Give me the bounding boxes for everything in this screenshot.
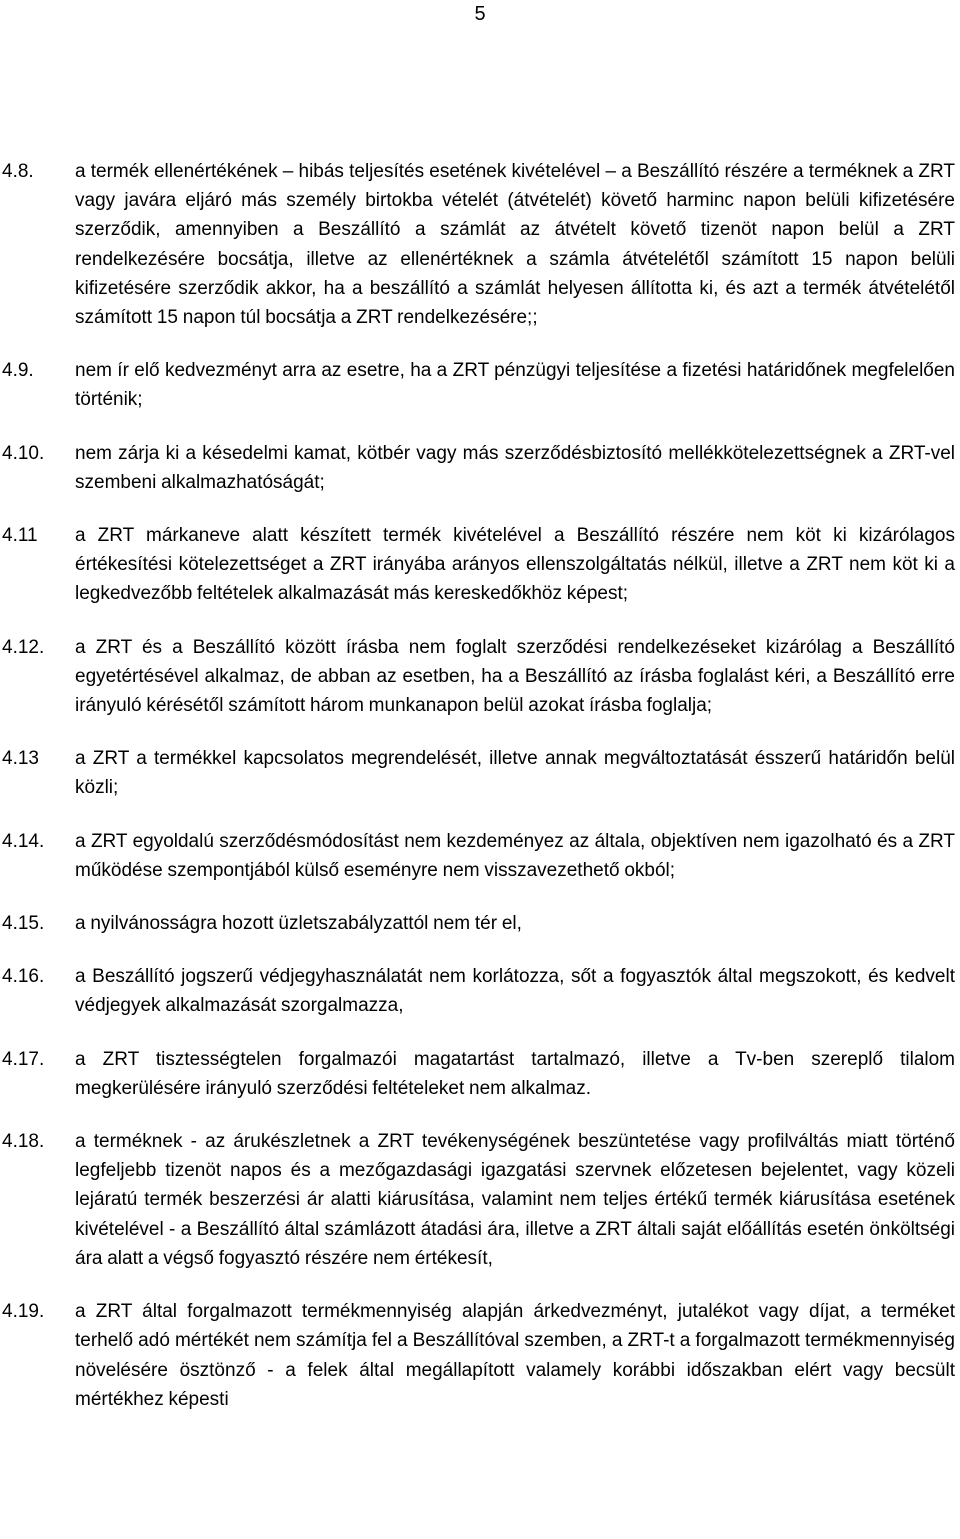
clause-number: 4.15. <box>2 913 45 935</box>
clause-4-17 <box>0 1045 960 1103</box>
clause-text: a ZRT a termékkel kapcsolatos megrendelését, illetve annak megváltoztatását ésszerű határidőn belül közli; <box>75 748 955 799</box>
page-number: 5 <box>474 3 486 25</box>
clause-number: 4.10. <box>2 442 45 464</box>
clause-text: a ZRT tisztességtelen forgalmazói magatartást tartalmazó, illetve a Tv-ben szereplő tilalom megkerülésére irányuló szerződési feltételeket nem alkalmaz. <box>75 1048 955 1099</box>
clause-number: 4.12. <box>2 636 45 658</box>
clause-number: 4.14. <box>2 830 45 852</box>
clause-number: 4.9. <box>2 360 34 382</box>
clause-number: 4.8. <box>2 161 34 182</box>
clause-text: a ZRT által forgalmazott termékmennyiség alapján árkedvezményt, jutalékot vagy díjat, a terméket terhelő adó mértékét nem számítja fel a Beszállítóval szemben, a ZRT-t a forgalmazott termékmennyiség növelésére ösztönző - a felek által megállapított valamely korábbi időszakban elért vagy becsült mértékhez képesti <box>75 1301 955 1410</box>
clause-4-9 <box>0 356 960 414</box>
clause-number: 4.19. <box>2 1301 45 1323</box>
clause-number: 4.13 <box>2 748 39 770</box>
clause-4-11 <box>0 521 960 609</box>
clause-number: 4.18. <box>2 1131 45 1153</box>
clause-text: a nyilvánosságra hozott üzletszabályzattól nem tér el, <box>75 913 522 935</box>
clause-list <box>0 157 960 1438</box>
clause-number: 4.11 <box>2 525 38 547</box>
clause-4-15 <box>0 909 960 938</box>
clause-text: nem ír elő kedvezményt arra az esetre, ha a ZRT pénzügyi teljesítése a fizetési határidőnek megfelelően történik; <box>75 360 955 411</box>
clause-4-10 <box>0 439 960 497</box>
clause-text: nem zárja ki a késedelmi kamat, kötbér vagy más szerződésbiztosító mellékkötelezettségnek a ZRT-vel szembeni alkalmazhatóságát; <box>75 442 955 493</box>
clause-number: 4.17. <box>2 1048 45 1070</box>
clause-4-12 <box>0 633 960 721</box>
clause-4-18 <box>0 1127 960 1273</box>
clause-text: a termék ellenértékének – hibás teljesítés esetének kivételével – a Beszállító részére a terméknek a ZRT vagy javára eljáró más személy birtokba vételét (átvételét) követő harminc napon belüli kifizetésére szerződik, amennyiben a Beszállító a számlát az átvételt követő tizenöt napon belül a ZRT rendelkezésére bocsátja, illetve az ellenértéknek a számla átvételétől számított 15 napon belüli kifizetésére szerződik akkor, ha a beszállító a számlát helyesen állította ki, és azt a termék átvételétől számított 15 napon túl bocsátja a ZRT rendelkezésére;; <box>75 161 955 329</box>
clause-text: a Beszállító jogszerű védjegyhasználatát nem korlátozza, sőt a fogyasztók által megszokott, és kedvelt védjegyek alkalmazását szorgalmazza, <box>75 966 955 1017</box>
clause-4-19 <box>0 1297 960 1414</box>
clause-text: a ZRT egyoldalú szerződésmódosítást nem kezdeményez az általa, objektíven nem igazolható és a ZRT működése szempontjából külső eseményre nem visszavezethető okból; <box>75 830 955 881</box>
clause-4-8 <box>0 157 960 332</box>
clause-4-13 <box>0 744 960 802</box>
clause-number: 4.16. <box>2 966 45 988</box>
clause-text: a ZRT és a Beszállító között írásba nem foglalt szerződési rendelkezéseket kizárólag a Beszállító egyetértésével alkalmaz, de abban az esetben, ha a Beszállító az írásba foglalást kéri, a Beszállító erre irányuló kérésétől számított három munkanapon belül azokat írásba foglalja; <box>75 636 955 717</box>
clause-4-14 <box>0 827 960 885</box>
clause-4-16 <box>0 962 960 1020</box>
clause-text: a ZRT márkaneve alatt készített termék kivételével a Beszállító részére nem köt ki kizárólagos értékesítési kötelezettséget a ZRT irányába arányos ellenszolgáltatás nélkül, illetve a ZRT nem köt ki a legkedvezőbb feltételek alkalmazását más kereskedőkhöz képest; <box>75 525 955 605</box>
clause-text: a terméknek - az árukészletnek a ZRT tevékenységének beszüntetése vagy profilváltás miatt történő legfeljebb tizenöt napos és a mezőgazdasági igazgatási szervnek előzetesen bejelentet, vagy közeli lejáratú termék beszerzési ár alatti kiárusítása, valamint nem teljes értékű termék kiárusítása esetének kivételével - a Beszállító által számlázott átadási ára, illetve a ZRT általi saját előállítás esetén önköltségi ára alatt a végső fogyasztó részére nem értékesít, <box>75 1131 955 1269</box>
